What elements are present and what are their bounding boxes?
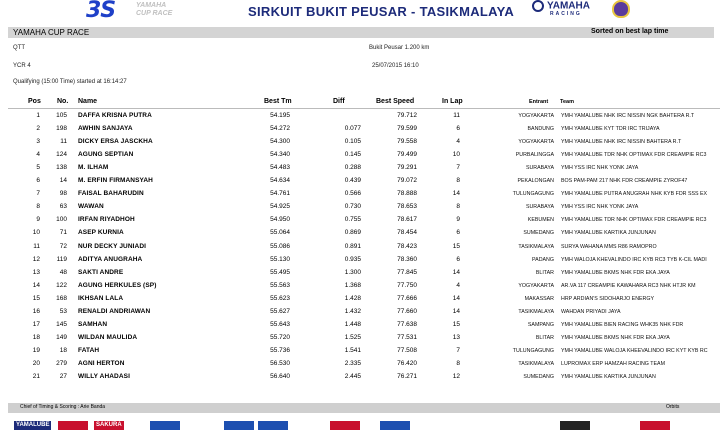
date-time: 25/07/2015 16:10 [372, 63, 419, 69]
cell-name: DAFFA KRISNA PUTRA [78, 112, 152, 119]
cell-team: YMH YSS IRC NHK YONK JAYA [561, 204, 639, 211]
cell-no: 98 [59, 190, 67, 198]
brand-name: YAMAHA [547, 0, 590, 12]
table-row [0, 150, 725, 162]
cell-lap: 8 [456, 203, 460, 211]
cell-best: 54.300 [270, 138, 290, 146]
tuning-fork-icon [532, 0, 544, 12]
sponsor-logo [224, 421, 254, 430]
cell-name: WAWAN [78, 203, 104, 211]
cell-name: AGUNG SEPTIAN [78, 151, 134, 159]
cell-entrant: PADANG [532, 256, 554, 263]
cell-entrant: SUMEDANG [523, 374, 554, 380]
col-best-tm: Best Tm [264, 98, 292, 105]
cell-best: 55.495 [270, 268, 290, 276]
cell-lap: 9 [456, 216, 460, 224]
cell-best: 55.086 [270, 242, 290, 250]
sponsor-logo: YAMALUBE [16, 422, 50, 428]
cell-pos: 14 [32, 281, 40, 289]
cell-name: SAMHAN [78, 320, 108, 328]
cell-name: NUR DECKY JUNIADI [78, 242, 147, 250]
cell-pos: 15 [32, 294, 40, 302]
table-row [0, 137, 725, 149]
cell-lap: 4 [456, 138, 460, 146]
brand-sub: RACING [550, 11, 582, 17]
cell-speed: 77.750 [397, 281, 417, 289]
cell-no: 122 [56, 281, 67, 289]
cell-pos: 2 [36, 125, 40, 133]
track-info: Bukit Peusar 1.200 km [369, 45, 430, 51]
cell-entrant: TULUNGAGUNG [512, 191, 554, 198]
cell-team: SURYA WAHANA MMS R86 RAMOPRO [561, 243, 657, 250]
cell-no: 124 [56, 151, 67, 159]
cell-diff: 0.755 [344, 216, 361, 224]
cell-lap: 14 [452, 190, 460, 198]
cell-lap: 7 [456, 346, 460, 354]
cell-entrant: TULUNGAGUNG [512, 347, 554, 354]
cell-pos: 5 [36, 164, 40, 172]
table-row [0, 163, 725, 175]
cell-entrant: SURABAYA [525, 165, 554, 172]
cell-name: ADITYA ANUGRAHA [78, 255, 143, 263]
cell-speed: 77.666 [397, 294, 417, 302]
col-best-speed: Best Speed [376, 98, 415, 105]
cell-diff: 0.566 [344, 190, 361, 198]
cell-lap: 14 [452, 268, 460, 276]
cell-best: 54.761 [270, 190, 290, 198]
cell-name: WILLY AHADASI [78, 373, 130, 380]
cell-diff: 0.891 [344, 242, 361, 250]
table-row [0, 189, 725, 201]
cell-no: 14 [59, 177, 67, 185]
table-row [0, 215, 725, 227]
cell-best: 54.195 [270, 112, 290, 119]
cell-no: 168 [56, 294, 67, 302]
cell-pos: 18 [32, 333, 40, 341]
cell-best: 55.720 [270, 333, 290, 341]
cell-lap: 15 [452, 242, 460, 250]
event-logo-subtitle [136, 2, 172, 18]
cell-best: 56.640 [270, 373, 290, 380]
sponsor-logo: SAKURA [94, 421, 124, 430]
cell-speed: 79.558 [397, 138, 417, 146]
cell-speed: 78.617 [397, 216, 417, 224]
cell-name: FATAH [78, 346, 100, 354]
cell-diff: 0.288 [344, 164, 361, 172]
cell-team: YMH YAMALUBE KARTIKA JUNJUNAN [561, 374, 656, 380]
cell-diff: 0.439 [344, 177, 361, 185]
sponsor-logo [258, 421, 288, 430]
cell-diff: 0.105 [344, 138, 361, 146]
cell-diff: 1.541 [344, 346, 361, 354]
cell-pos: 7 [36, 190, 40, 198]
cell-lap: 7 [456, 164, 460, 172]
table-row [0, 268, 725, 280]
cell-speed: 77.638 [397, 320, 417, 328]
cell-speed: 78.454 [397, 229, 417, 237]
cell-diff: 1.432 [344, 307, 361, 315]
cell-pos: 17 [32, 320, 40, 328]
cell-name: ASEP KURNIA [78, 229, 124, 237]
cell-best: 54.340 [270, 151, 290, 159]
cell-pos: 12 [32, 255, 40, 263]
cell-team: YMH YAMALUBE BKMS NHK FDR EKA JAYA [561, 269, 670, 276]
cell-diff: 1.368 [344, 281, 361, 289]
table-row [0, 346, 725, 358]
table-row [0, 124, 725, 136]
cell-speed: 79.712 [397, 112, 417, 119]
sponsor-logo [640, 421, 670, 430]
cell-team: YMH WALOJA KHEVALINDO IRC KYB RC3 TYB K-CIL MADI [561, 256, 707, 263]
cell-lap: 14 [452, 307, 460, 315]
cell-entrant: BLITAR [535, 269, 554, 276]
cell-lap: 14 [452, 294, 460, 302]
cell-name: IRFAN RIYADHOH [78, 216, 135, 224]
cell-lap: 15 [452, 320, 460, 328]
cell-team: YMH YAMALUBE WALOJA KHEEVALINDO IRC KYT KYB RC [561, 347, 708, 354]
col-in-lap: In Lap [442, 98, 463, 105]
cell-pos: 11 [33, 242, 40, 250]
cell-best: 55.064 [270, 229, 290, 237]
cell-pos: 19 [32, 346, 40, 354]
table-row [0, 294, 725, 306]
footer-bar [8, 403, 720, 413]
cell-no: 279 [56, 359, 67, 367]
cell-diff: 0.869 [344, 229, 361, 237]
cell-diff: 1.525 [344, 333, 361, 341]
cell-team: YMH YAMALUBE KYT TDR IRC TRIJAYA [561, 126, 660, 133]
cell-best: 55.627 [270, 307, 290, 315]
cell-pos: 16 [32, 307, 40, 315]
cell-entrant: YOGYAKARTA [518, 113, 554, 119]
sponsor-logo [150, 421, 180, 430]
cell-lap: 12 [452, 373, 460, 380]
cell-entrant: TASIKMALAYA [518, 360, 554, 367]
cell-speed: 78.653 [397, 203, 417, 211]
cell-diff: 0.145 [344, 151, 361, 159]
cell-speed: 76.271 [397, 373, 417, 380]
cell-best: 55.623 [270, 294, 290, 302]
cell-name: AGUNG HERKULES (SP) [78, 281, 157, 289]
cell-name: RENALDI ANDRIAWAN [78, 307, 151, 315]
cell-name: DICKY ERSA JASCKHA [78, 138, 153, 146]
cell-pos: 9 [36, 216, 40, 224]
cell-pos: 1 [36, 112, 40, 119]
cell-speed: 79.072 [397, 177, 417, 185]
cell-pos: 21 [32, 373, 40, 380]
cell-entrant: BLITAR [535, 334, 554, 341]
table-row [0, 176, 725, 188]
circuit-title: SIRKUIT BUKIT PEUSAR - TASIKMALAYA [248, 4, 515, 19]
table-row [0, 307, 725, 319]
top-banner [0, 0, 725, 24]
crest-icon [612, 0, 630, 18]
cell-diff: 1.448 [344, 320, 361, 328]
cell-lap: 11 [453, 112, 460, 119]
cell-no: 71 [59, 229, 67, 237]
header-divider [8, 108, 720, 109]
cell-lap: 13 [452, 333, 460, 341]
table-row [0, 359, 725, 371]
table-row [0, 333, 725, 345]
sponsor-logo [380, 421, 410, 430]
cell-pos: 6 [36, 177, 40, 185]
cell-lap: 6 [456, 255, 460, 263]
timing-credit: Chief of Timing & Scoring : Arie Banda [20, 404, 106, 410]
cell-no: 53 [59, 307, 67, 315]
cell-no: 72 [59, 242, 67, 250]
cell-lap: 4 [456, 281, 460, 289]
col-entrant: Entrant [529, 99, 549, 105]
session-start: Qualifying (15:00 Time) started at 16:14:27 [13, 79, 127, 85]
cell-best: 54.950 [270, 216, 290, 224]
cell-entrant: YOGYAKARTA [518, 139, 554, 146]
col-pos: Pos [28, 98, 41, 105]
event-logo: 3S [86, 0, 116, 23]
cell-entrant: SUMEDANG [523, 230, 554, 237]
cell-no: 48 [59, 268, 67, 276]
cell-speed: 78.360 [397, 255, 417, 263]
cell-no: 198 [56, 125, 67, 133]
cell-speed: 77.531 [397, 333, 417, 341]
cell-name: FAISAL BAHARUDIN [78, 190, 144, 198]
cell-name: SAKTI ANDRE [78, 268, 124, 276]
cell-speed: 79.499 [397, 151, 417, 159]
cell-pos: 10 [32, 229, 40, 237]
table-row [0, 320, 725, 332]
cell-no: 149 [56, 333, 67, 341]
cell-entrant: SAMPANG [527, 321, 554, 328]
cell-entrant: TASIKMALAYA [518, 308, 554, 315]
session-code: QTT [13, 45, 25, 51]
cell-speed: 79.599 [397, 125, 417, 133]
cell-team: YMH YAMALUBE NHK IRC NISSIN NGK BAHTERA R.T [561, 113, 695, 119]
cell-no: 138 [56, 164, 67, 172]
cell-name: AWHIN SANJAYA [78, 125, 133, 133]
cell-team: YMH YAMALUBE TDR NHK OPTIMAX FDR CREAMPIE RC3 [561, 152, 707, 159]
cell-entrant: PURBALINGGA [515, 152, 554, 159]
cell-best: 54.483 [270, 164, 290, 172]
table-row [0, 281, 725, 293]
cell-lap: 8 [456, 359, 460, 367]
cell-best: 54.634 [270, 177, 290, 185]
cell-best: 55.130 [270, 255, 290, 263]
cell-speed: 77.845 [397, 268, 417, 276]
cell-speed: 78.423 [397, 242, 417, 250]
cell-name: WILDAN MAULIDA [78, 333, 138, 341]
cell-diff: 0.077 [344, 125, 361, 133]
cell-diff: 1.300 [344, 268, 361, 276]
cell-no: 18 [59, 346, 67, 354]
cell-best: 55.643 [270, 320, 290, 328]
cell-team: HRP ARDIAN'S SIDOHARJO ENERGY [561, 295, 655, 302]
cell-name: AGNI HERTON [78, 359, 125, 367]
event-logo-sub-2: CUP RACE [136, 10, 173, 17]
cell-pos: 13 [32, 268, 40, 276]
cell-no: 105 [56, 112, 67, 119]
cell-lap: 6 [456, 229, 460, 237]
sponsor-logo [58, 421, 88, 430]
cell-entrant: BANDUNG [527, 126, 554, 133]
cell-team: WAHDAN PRIYADI JAYA [561, 308, 621, 315]
table-row [0, 255, 725, 267]
sponsor-logo [330, 421, 360, 430]
col-diff: Diff [333, 98, 345, 105]
cell-diff: 1.428 [344, 294, 361, 302]
cell-entrant: YOGYAKARTA [518, 282, 554, 289]
table-row [0, 111, 725, 123]
cell-pos: 8 [36, 203, 40, 211]
cell-no: 63 [59, 203, 67, 211]
cell-lap: 10 [452, 151, 460, 159]
table-row [0, 202, 725, 214]
cell-team: YMH YSS IRC NHK YONK JAYA [561, 165, 639, 172]
cell-diff: 2.445 [344, 373, 361, 380]
yamaha-racing-logo [532, 0, 606, 16]
cell-team: LUPROMAX ERP HAMZAH RACING TEAM [561, 360, 665, 367]
table-row [0, 228, 725, 240]
cell-no: 145 [56, 320, 67, 328]
cell-entrant: KEBUMEN [527, 217, 554, 224]
sponsor-logo [560, 421, 590, 430]
cell-no: 27 [59, 373, 67, 380]
class-code: YCR 4 [13, 63, 31, 69]
cell-speed: 79.291 [397, 164, 417, 172]
cell-team: AR.VA 117 CREAMPIE KAWAHARA RC3 NHK HTJR KM [561, 282, 696, 289]
cell-best: 55.563 [270, 281, 290, 289]
event-logo-sub-1: YAMAHA [136, 2, 167, 9]
cell-team: YMH YAMALUBE BKMS NHK FDR EKA JAYA [561, 334, 670, 341]
cell-entrant: MAKASSAR [524, 295, 554, 302]
col-team: Team [560, 99, 574, 105]
cell-team: YMH YAMALUBE TDR NHK OPTIMAX FDR CREAMPIE RC3 [561, 217, 707, 224]
cell-team: YMH YAMALUBE PUTRA ANUGRAH NHK KYB FDR SSS EX [561, 191, 708, 198]
cell-lap: 8 [456, 177, 460, 185]
cell-entrant: TASIKMALAYA [518, 243, 554, 250]
cell-name: IKHSAN LALA [78, 294, 124, 302]
cell-no: 100 [56, 216, 67, 224]
cell-best: 56.530 [270, 359, 290, 367]
cell-no: 119 [56, 255, 67, 263]
cell-team: YMH YAMALUBE BIEN RACING WHK35 NHK FDR [561, 321, 684, 328]
table-row [0, 242, 725, 254]
orbits-label: Orbits [666, 404, 680, 410]
cell-best: 54.272 [270, 125, 290, 133]
cell-best: 54.925 [270, 203, 290, 211]
cell-team: YMH YAMALUBE KARTIKA JUNJUNAN [561, 230, 656, 237]
cell-entrant: PEKALONGAN [517, 178, 554, 185]
cell-speed: 78.888 [397, 190, 417, 198]
col-name: Name [78, 98, 98, 105]
cell-name: M. ERFIN FIRMANSYAH [78, 177, 153, 185]
col-no: No. [57, 98, 69, 105]
cell-diff: 2.335 [344, 359, 361, 367]
cell-team: BOS PAM-PAM 217 NHK FDR CREAMPIE ZYROF47 [561, 178, 688, 185]
cell-lap: 6 [456, 125, 460, 133]
cell-pos: 3 [36, 138, 40, 146]
cell-speed: 76.420 [397, 359, 417, 367]
cell-diff: 0.935 [344, 255, 361, 263]
cell-no: 11 [60, 138, 67, 146]
table-row [0, 372, 725, 384]
cell-name: M. ILHAM [78, 164, 109, 172]
cell-pos: 20 [32, 359, 40, 367]
cell-speed: 77.508 [397, 346, 417, 354]
cell-entrant: SURABAYA [525, 204, 554, 211]
cell-diff: 0.730 [344, 203, 361, 211]
cell-team: YMH YAMALUBE NHK IRC NISSIN BAHTERA R.T [561, 139, 682, 146]
race-name: YAMAHA CUP RACE [13, 28, 90, 37]
sort-label: Sorted on best lap time [591, 28, 669, 35]
cell-speed: 77.660 [397, 307, 417, 315]
sponsor-strip [0, 421, 725, 430]
cell-pos: 4 [36, 151, 40, 159]
cell-best: 55.736 [270, 346, 290, 354]
